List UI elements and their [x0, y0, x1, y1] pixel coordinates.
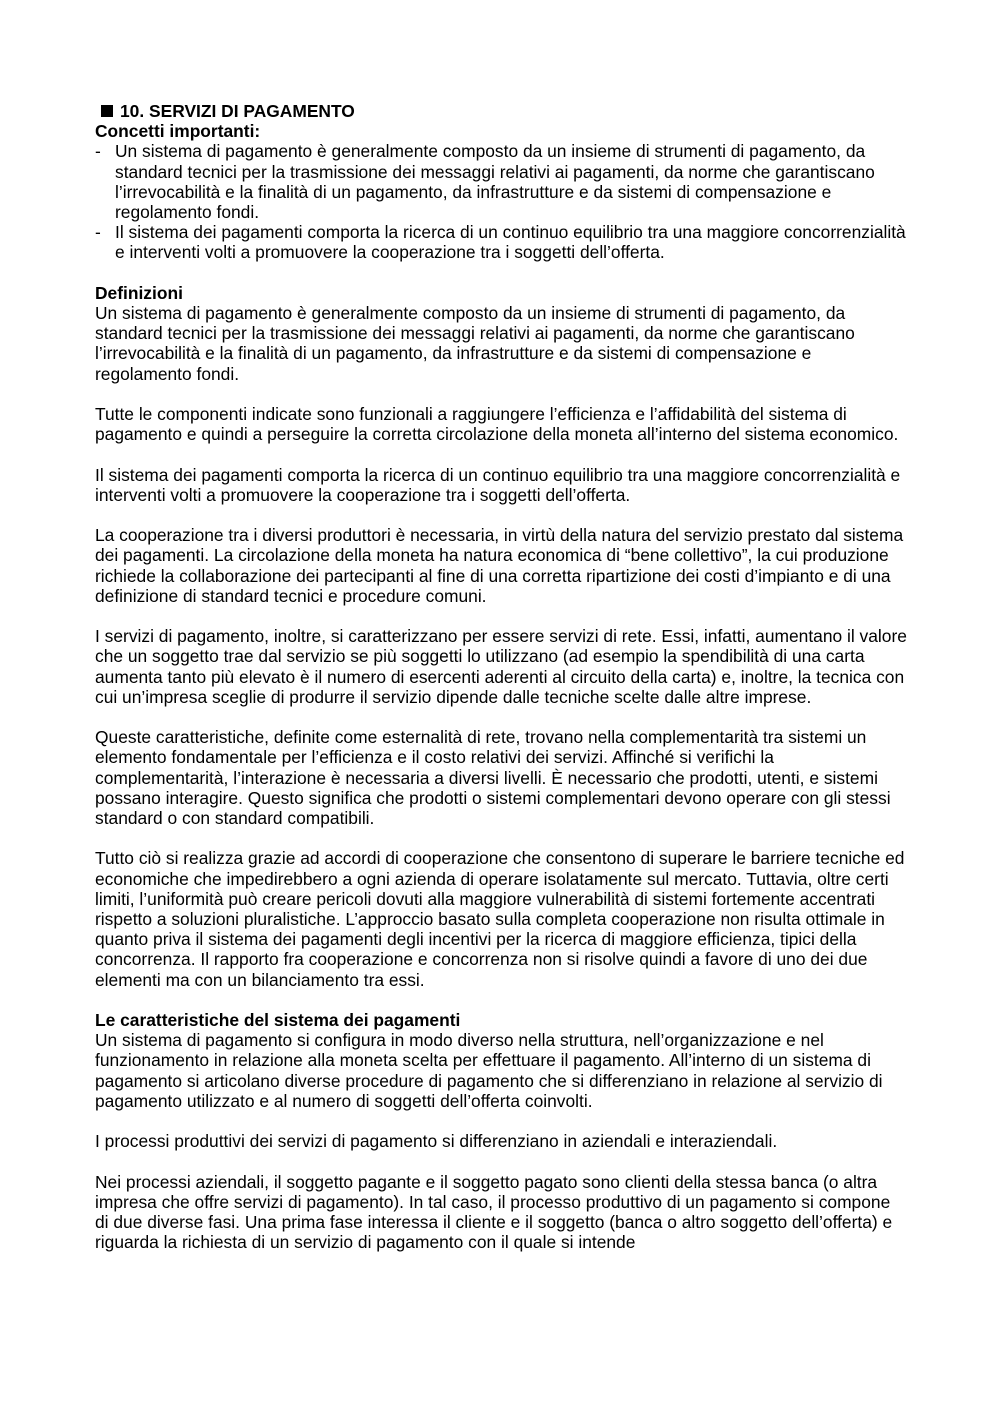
list-item	[95, 141, 907, 222]
section-title-text: 10. SERVIZI DI PAGAMENTO	[120, 101, 355, 121]
paragraph: Un sistema di pagamento si configura in modo diverso nella struttura, nell’organizzazione e nel funzionamento in relazione alla moneta scelta per effettuare il pagamento. All’interno di un sistema di pagamento si articolano diverse procedure di pagamento che si differenziano in relazione al servizio di pagamento utilizzato e al numero di soggetti dell’offerta coinvolti.	[95, 1030, 883, 1111]
list-item	[95, 222, 907, 262]
list-item-text: Un sistema di pagamento è generalmente composto da un insieme di strumenti di pagamento, da standard tecnici per la trasmissione dei messaggi relativi ai pagamenti, da norme che garantiscano l’irrevocabilità e la finalità di un pagamento, da infrastrutture e da sistemi di compensazione e regolamento fondi.	[115, 141, 875, 223]
square-bullet-icon	[101, 105, 113, 117]
concetti-heading: Concetti importanti:	[95, 121, 261, 142]
paragraph: La cooperazione tra i diversi produttori è necessaria, in virtù della natura del servizio prestato dal sistema dei pagamenti. La circolazione della moneta ha natura economica di “bene collettivo”, la cui produzione richiede la collaborazione dei partecipanti al fine di una corretta ripartizione dei costi d’impianto e di una definizione di standard tecnici e procedure comuni.	[95, 525, 904, 606]
dash-marker: -	[95, 141, 101, 162]
paragraph: Il sistema dei pagamenti comporta la ricerca di un continuo equilibrio tra una maggiore concorrenzialità e interventi volti a promuovere la cooperazione tra i soggetti dell’offerta.	[95, 464, 901, 505]
definizioni-heading: Definizioni	[95, 282, 183, 303]
list-item-text: Il sistema dei pagamenti comporta la ricerca di un continuo equilibrio tra una maggiore concorrenzialità e interventi volti a promuovere la cooperazione tra i soggetti dell’offerta.	[115, 222, 906, 263]
dash-marker: -	[95, 222, 101, 243]
paragraph: I processi produttivi dei servizi di pagamento si differenziano in aziendali e interaziendali.	[95, 1131, 778, 1152]
section-title	[101, 101, 907, 121]
paragraph: Tutto ciò si realizza grazie ad accordi di cooperazione che consentono di superare le barriere tecniche ed economiche che impedirebbero a ogni azienda di operare isolatamente sul mercato. Tuttavia, oltre certi limiti, l’uniformità può creare pericoli dovuti alla maggiore vulnerabilità di sistemi fortemente accentrati rispetto a soluzioni pluralistiche. L’approccio basato sulla completa cooperazione non risulta ottimale in quanto priva il sistema dei pagamenti degli incentivi per la ricerca di maggiore efficienza, tipici della concorrenza. Il rapporto fra cooperazione e concorrenza non si risolve quindi a favore di uno dei due elementi ma con un bilanciamento tra essi.	[95, 848, 905, 990]
document-page	[95, 101, 907, 1252]
concetti-list	[95, 141, 907, 262]
paragraph: Un sistema di pagamento è generalmente composto da un insieme di strumenti di pagamento, da standard tecnici per la trasmissione dei messaggi relativi ai pagamenti, da norme che garantiscano l’irrevocabilità e la finalità di un pagamento, da infrastrutture e da sistemi di compensazione e regolamento fondi.	[95, 303, 855, 384]
paragraph: Queste caratteristiche, definite come esternalità di rete, trovano nella complementarità tra sistemi un elemento fondamentale per l’efficienza e il costo relativi dei servizi. Affinché si verifichi la complementarità, l’interazione è necessaria a diversi livelli. È necessario che prodotti, utenti, e sistemi possano interagire. Questo significa che prodotti o sistemi complementari devono operare con gli stessi standard o con standard compatibili.	[95, 727, 891, 829]
paragraph: Tutte le componenti indicate sono funzionali a raggiungere l’efficienza e l’affidabilità del sistema di pagamento e quindi a perseguire la corretta circolazione della moneta all’interno del sistema economico.	[95, 404, 899, 445]
paragraph: I servizi di pagamento, inoltre, si caratterizzano per essere servizi di rete. Essi, infatti, aumentano il valore che un soggetto trae dal servizio se più soggetti lo utilizzano (ad esempio la spendibilità di una carta aumenta tanto più elevato è il numero di esercenti aderenti al circuito della carta) e, inoltre, la tecnica con cui un’impresa sceglie di produrre il servizio dipende dalle tecniche scelte dalle altre imprese.	[95, 626, 907, 707]
caratteristiche-heading: Le caratteristiche del sistema dei pagamenti	[95, 1010, 461, 1031]
paragraph: Nei processi aziendali, il soggetto pagante e il soggetto pagato sono clienti della stessa banca (o altra impresa che offre servizi di pagamento). In tal caso, il processo produttivo di un pagamento si compone di due diverse fasi. Una prima fase interessa il cliente e il soggetto (banca o altro soggetto dell’offerta) e riguarda la richiesta di un servizio di pagamento con il quale si intende	[95, 1171, 893, 1253]
